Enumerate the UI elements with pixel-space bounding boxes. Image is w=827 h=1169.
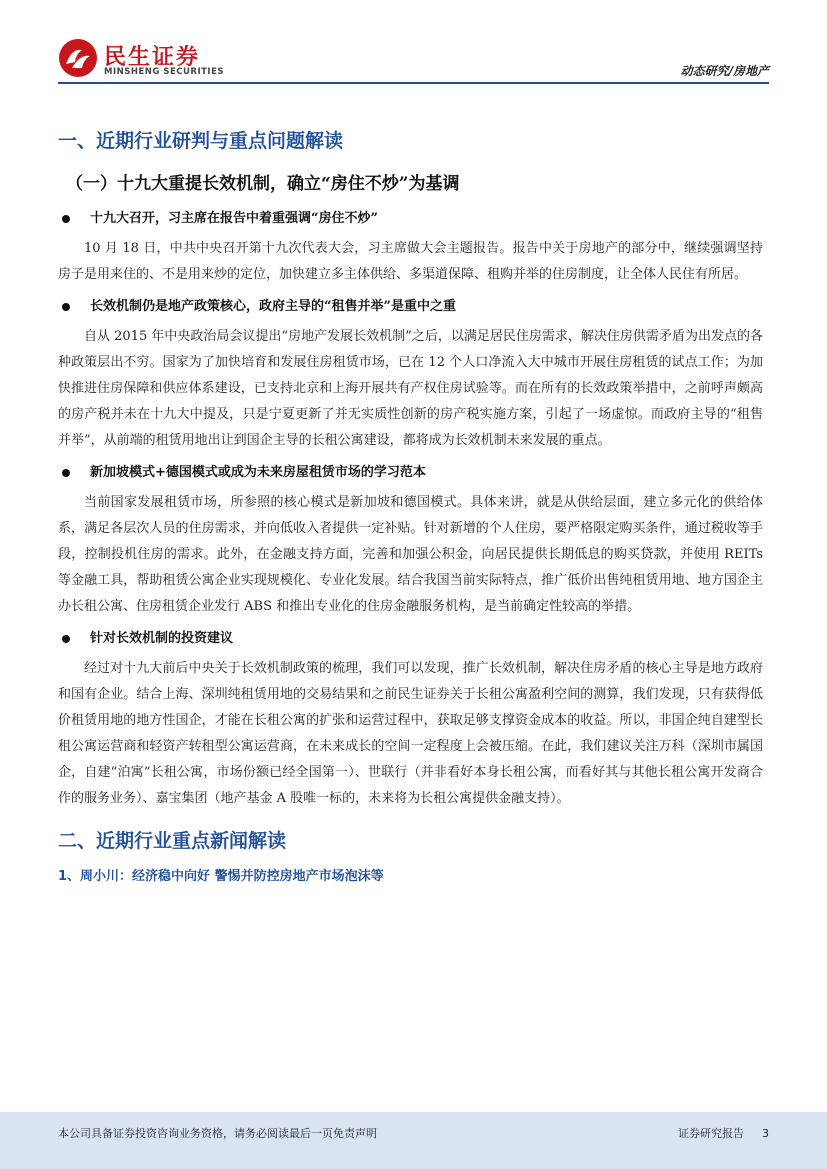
minsheng-logo [58,38,224,80]
page-number: 3 [762,1127,769,1140]
bullet-heading [58,460,769,486]
section1-title: 一、近期行业研判与重点问题解读 [58,130,344,152]
footer-disclaimer: 本公司具备证券投资咨询业务资格，请务必阅读最后一页免责声明 [58,1127,377,1140]
body-paragraph: 当前国家发展租赁市场，所参照的核心模式是新加坡和德国模式。具体来讲，就是从供给层面，建立多元化的供给体系，满足各层次人员的住房需求，并向低收入者提供一定补贴。针对新增的个人住房，要严格限定购买条件，通过税收等手段，控制投机住房的需求。此外，在金融支持方面，完善和加强公积金，向居民提供长期低息的购买贷款，并使用 REITs 等金融工具，帮助租赁公寓企业实现规模化、专业化发展。结合我国当前实际特点，推广低价出售纯租赁用地、地方国企主办长租公寓、住房租赁企业发行 ABS 和推出专业化的住房金融服务机构，是当前确定性较高的举措。 [58,495,763,614]
header-divider [58,82,769,84]
bullet-heading-text: 长效机制仍是地产政策核心，政府主导的“租售并举”是重中之重 [90,299,456,314]
bullet-dot-icon [62,303,70,311]
bullet-heading-text: 针对长效机制的投资建议 [90,631,234,646]
bullet-dot-icon [62,215,70,223]
section2-title: 二、近期行业重点新闻解读 [58,830,287,852]
page-footer [0,1112,827,1169]
minsheng-logo-icon [58,38,98,78]
section1-subtitle: （一）十九大重提长效机制，确立“房住不炒”为基调 [66,174,460,194]
bullet-heading [58,294,769,320]
logo-chinese-name: 民生证券 [104,45,201,70]
page-content [58,118,769,890]
footer-report-type: 证券研究报告 [678,1127,744,1140]
bullet-heading-text: 十九大召开，习主席在报告中着重强调“房住不炒” [90,211,378,226]
body-paragraph: 10 月 18 日，中共中央召开第十九次代表大会，习主席做大会主题报告。报告中关于房地产的部分中，继续强调坚持房子是用来住的、不是用来炒的定位，加快建立多主体供给、多渠道保障、租购并举的住房制度，让全体人民住有所居。 [58,241,763,282]
bullet-dot-icon [62,635,70,643]
body-paragraph: 经过对十九大前后中央关于长效机制政策的梳理，我们可以发现，推广长效机制，解决住房矛盾的核心主导是地方政府和国有企业。结合上海、深圳纯租赁用地的交易结果和之前民生证券关于长租公寓盈利空间的测算，我们发现，只有获得低价租赁用地的地方性国企，才能在长租公寓的扩张和运营过程中，获取足够支撑资金成本的收益。所以，非国企纯自建型长租公寓运营商和轻资产转租型公寓运营商，在未来成长的空间一定程度上会被压缩。在此，我们建议关注万科（深圳市属国企，自建“泊寓”长租公寓，市场份额已经全国第一）、世联行（并非看好本身长租公寓，而看好其与其他长租公寓开发商合作的服务业务）、嘉宝集团（地产基金 A 股唯一标的，未来将为长租公寓提供金融支持）。 [58,661,763,806]
page-header [0,0,827,90]
bullet-heading-text: 新加坡模式+德国模式或成为未来房屋租赁市场的学习范本 [90,465,426,480]
body-paragraph: 自从 2015 年中央政治局会议提出“房地产发展长效机制”之后，以满足居民住房需求，解决住房供需矛盾为出发点的各种政策层出不穷。国家为了加快培育和发展住房租赁市场，已在 12 个人口净流入大中城市开展住房租赁的试点工作；为加快推进住房保障和供应体系建设，已支持北京和上海开展共有产权住房试验等。而在所有的长效政策举措中，之前呼声颇高的房产税并未在十九大中提及，只是宁夏更新了并无实质性创新的房产税实施方案，引起了一场虚惊。而政府主导的“租售并举”，从前端的租赁用地出让到国企主导的长租公寓建设，都将成为长效机制未来发展的重点。 [58,329,763,448]
bullet-heading [58,626,769,652]
bullet-heading [58,206,769,232]
report-category-tag: 动态研究/房地产 [680,64,769,78]
news-item-heading: 1、周小川：经济稳中向好 警惕并防控房地产市场泡沫等 [58,869,384,884]
bullet-dot-icon [62,469,70,477]
footer-right [660,1125,769,1141]
logo-english-name: MINSHENG SECURITIES [104,67,224,77]
